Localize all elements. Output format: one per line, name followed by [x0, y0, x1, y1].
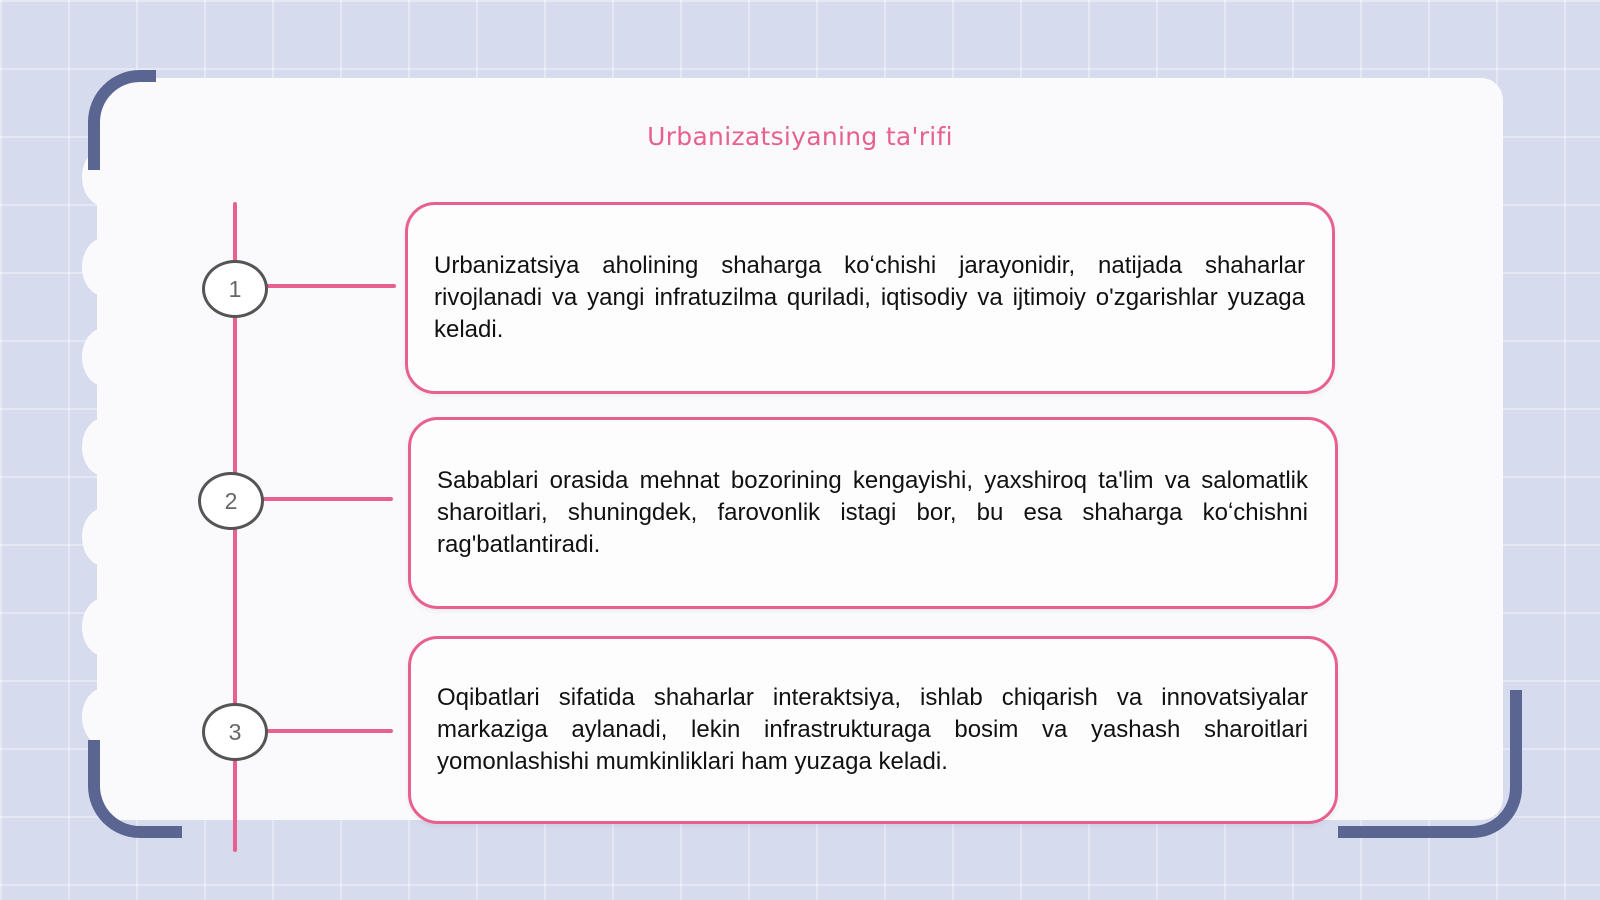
card-edge-scallop: [82, 598, 126, 656]
card-edge-scallop: [82, 418, 126, 476]
step-number-circle: 2: [198, 472, 264, 530]
step-box: [408, 417, 1338, 609]
timeline-connector: [266, 284, 396, 288]
step-number-circle: 1: [202, 260, 268, 318]
card-edge-scallop: [82, 238, 126, 296]
step-box: [405, 202, 1335, 394]
step-description: Urbanizatsiya aholining shaharga koʻchishi jarayonidir, natijada shaharlar rivojlanadi va yangi infratuzilma quriladi, iqtisodiy va ijtimoiy o'zgarishlar yuzaga keladi.: [434, 252, 1305, 343]
corner-bracket-bottom-left: [88, 740, 182, 838]
slide-title: Urbanizatsiyaning ta'rifi: [647, 122, 953, 151]
card-edge-scallop: [82, 688, 126, 746]
corner-bracket-bottom-right: [1338, 690, 1522, 838]
step-box: [408, 636, 1338, 824]
timeline-connector: [266, 729, 393, 733]
corner-bracket-top-left: [88, 70, 156, 170]
step-description: Sabablari orasida mehnat bozorining kengayishi, yaxshiroq ta'lim va salomatlik sharoitlari, shuningdek, farovonlik istagi bor, bu esa shaharga koʻchishni rag'batlantiradi.: [437, 467, 1308, 558]
card-edge-scallop: [82, 508, 126, 566]
step-description: Oqibatlari sifatida shaharlar interaktsiya, ishlab chiqarish va innovatsiyalar markaziga aylanadi, lekin infrastrukturaga bosim va yashash sharoitlari yomonlashishi mumkinliklari ham yuzaga keladi.: [437, 684, 1308, 775]
timeline-connector: [262, 497, 393, 501]
card-edge-scallop: [82, 328, 126, 386]
step-number-circle: 3: [202, 703, 268, 761]
